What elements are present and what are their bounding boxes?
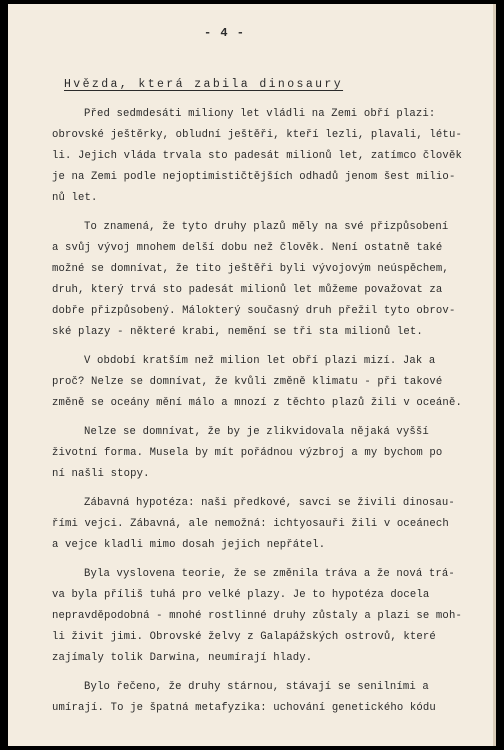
document-page <box>8 4 496 746</box>
text-line: je na Zemi podle nejoptimističtějších odhadů jenom šest milio- <box>52 171 456 183</box>
text-line: To znamená, že tyto druhy plazů měly na své přizpůsobení <box>84 221 449 233</box>
text-line: Před sedmdesáti miliony let vládli na Zemi obří plazi: <box>84 108 436 120</box>
text-line: V období kratším než milion let obří plazi mizí. Jak a <box>84 355 436 367</box>
text-line: ní našli stopy. <box>52 468 150 480</box>
text-line: zajímaly tolik Darwina, neumírají hlady. <box>52 652 313 664</box>
text-line: umírají. To je špatná metafyzika: uchování genetického kódu <box>52 702 436 714</box>
text-line: nepravděpodobná - mnohé rostlinné druhy zůstaly a plazi se moh- <box>52 610 462 622</box>
text-line: a svůj vývoj mnohem delší dobu než člověk. Není ostatně také <box>52 242 443 254</box>
text-line: nů let. <box>52 192 98 204</box>
text-line: li. Jejich vláda trvala sto padesát milionů let, zatímco člověk <box>52 150 462 162</box>
text-line: a vejce kladli mimo dosah jejich nepřátel. <box>52 539 326 551</box>
text-line: druh, který trvá sto padesát milionů let můžeme považovat za <box>52 284 443 296</box>
text-line: dobře přizpůsobený. Málokterý současný druh přežil tyto obrov- <box>52 305 456 317</box>
text-line: li živit jimi. Obrovské želvy z Galapážských ostrovů, které <box>52 631 436 643</box>
text-line: obrovské ještěrky, obludní ještěři, kteří lezli, plavali, létu- <box>52 129 462 141</box>
page-number: - 4 - <box>204 26 246 40</box>
text-line: Zábavná hypotéza: naši předkové, savci se živili dinosau- <box>84 497 455 509</box>
text-line: Bylo řečeno, že druhy stárnou, stávají se senilními a <box>84 681 429 693</box>
text-line: změně se oceány mění málo a mnozí z těchto plazů žili v oceáně. <box>52 397 462 409</box>
text-line: možné se domnívat, že tito ještěři byli vývojovým neúspěchem, <box>52 263 449 275</box>
page-title: Hvězda, která zabila dinosaury <box>64 78 344 91</box>
text-line: proč? Nelze se domnívat, že kvůli změně klimatu - při takové <box>52 376 443 388</box>
text-line: životní forma. Musela by mít pořádnou výzbroj a my bychom po <box>52 447 443 459</box>
text-line: va byla příliš tuhá pro velké plazy. Je to hypotéza docela <box>52 589 430 601</box>
text-line: Byla vyslovena teorie, že se změnila tráva a že nová trá- <box>84 568 455 580</box>
text-line: řími vejci. Zábavná, ale nemožná: ichtyosauři žili v oceánech <box>52 518 449 530</box>
text-line: ské plazy - některé krabi, nemění se tři sta milionů let. <box>52 326 423 338</box>
text-line: Nelze se domnívat, že by je zlikvidovala nějaká vyšší <box>84 426 429 438</box>
